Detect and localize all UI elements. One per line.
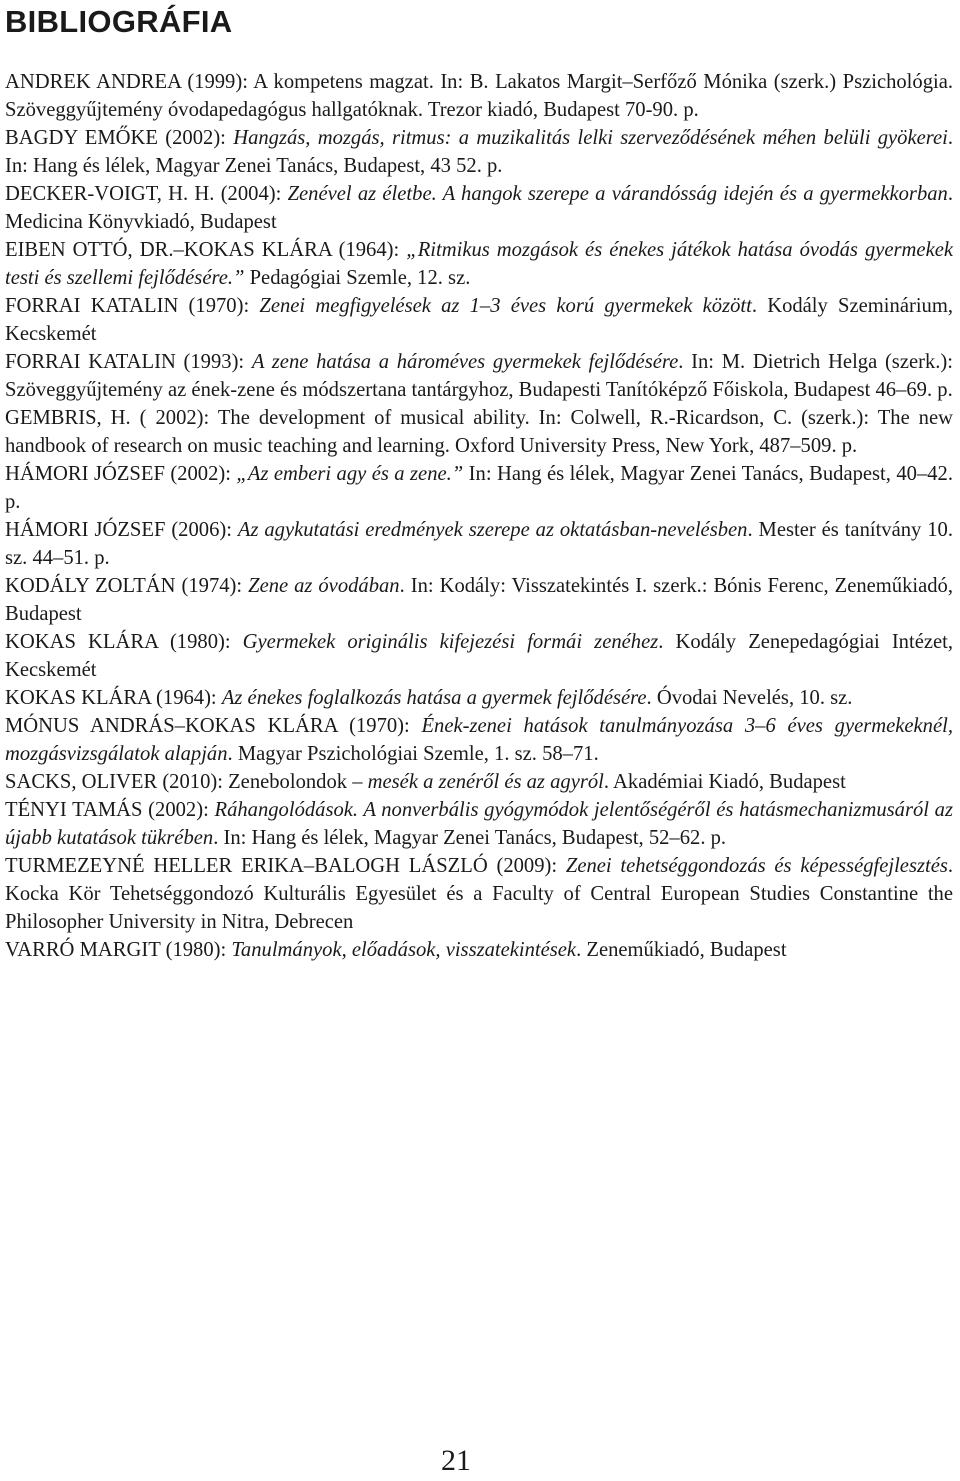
entry-text: FORRAI KATALIN (1970): <box>5 295 260 317</box>
bibliography-entry <box>5 852 953 936</box>
bibliography-entry <box>5 796 953 852</box>
entry-text: . In: Hang és lélek, Magyar Zenei Tanács, Budapest, 43 52. p. <box>5 127 953 177</box>
entry-title-italic: Ráhangolódások. A nonverbális gyógymódok jelentőségéről és hatásmechanizmusáról az újabb kutatások tükrében <box>5 799 953 849</box>
entry-text: . Zeneműkiadó, Budapest <box>576 939 787 961</box>
entry-text: VARRÓ MARGIT (1980): <box>5 939 232 961</box>
bibliography-entry <box>5 404 953 460</box>
entry-text: ANDREK ANDREA (1999): A kompetens magzat. In: B. Lakatos Margit–Serfőző Mónika (szerk.) Pszichológia. Szöveggyűjtemény óvodapedagógus hallgatóknak. Trezor kiadó, Budapest 70-90. p. <box>5 71 953 121</box>
entry-text: TÉNYI TAMÁS (2002): <box>5 799 215 821</box>
entry-title-italic: A zene hatása a hároméves gyermekek fejlődésére <box>251 351 679 373</box>
entry-text: . Mester és tanítvány 10. sz. 44–51. p. <box>5 519 954 569</box>
entry-text: . In: Hang és lélek, Magyar Zenei Tanács, Budapest, 52–62. p. <box>213 827 727 849</box>
entry-text: . Kodály Szeminárium, Kecskemét <box>5 295 954 345</box>
entry-text: GEMBRIS, H. ( 2002): The development of musical ability. In: Colwell, R.-Ricardson, C. (szerk.): The new handbook of research on music teaching and learning. Oxford University Press, New York, 487–509. p. <box>5 407 953 457</box>
entry-text: SACKS, OLIVER (2010): Zenebolondok – <box>5 771 368 793</box>
bibliography-entry <box>5 292 953 348</box>
entry-title-italic: Zenei megfigyelések az 1–3 éves korú gyermekek között <box>259 295 752 317</box>
bibliography-entry <box>5 68 953 124</box>
entry-text: . Kocka Kör Tehetséggondozó Kulturális Egyesület és a Faculty of Central European Studies Constantine the Philosopher University in Nitra, Debrecen <box>5 855 954 933</box>
entry-text: . Magyar Pszichológiai Szemle, 1. sz. 58–71. <box>227 743 599 765</box>
entry-title-italic: Az agykutatási eredmények szerepe az oktatásban-nevelésben <box>237 519 748 541</box>
page-number: 21 <box>441 1444 471 1477</box>
entry-title-italic: Zenei tehetséggondozás és képességfejlesztés <box>565 855 948 877</box>
entry-title-italic: Tanulmányok, előadások, visszatekintések <box>231 939 577 961</box>
bibliography-entry <box>5 348 953 404</box>
entry-title-italic: „Ritmikus mozgások és énekes játékok hatása óvodás gyermekek testi és szellemi fejlődésére.” <box>5 239 953 289</box>
entry-text: HÁMORI JÓZSEF (2002): <box>5 463 237 485</box>
bibliography-entry <box>5 628 953 684</box>
bibliography-entry <box>5 460 953 516</box>
bibliography-entry <box>5 516 953 572</box>
entry-text: . In: Kodály: Visszatekintés I. szerk.: Bónis Ferenc, Zeneműkiadó, Budapest <box>5 575 953 625</box>
entry-text: FORRAI KATALIN (1993): <box>5 351 252 373</box>
entry-title-italic: Zene az óvodában <box>248 575 400 597</box>
bibliography-list <box>5 68 953 964</box>
entry-text: KODÁLY ZOLTÁN (1974): <box>5 575 249 597</box>
entry-text: KOKAS KLÁRA (1980): <box>5 631 243 653</box>
entry-title-italic: Zenével az életbe. A hangok szerepe a várandósság idején és a gyermekkorban <box>287 183 948 205</box>
page-title: BIBLIOGRÁFIA <box>5 4 233 39</box>
entry-text: HÁMORI JÓZSEF (2006): <box>5 519 238 541</box>
entry-text: DECKER-VOIGT, H. H. (2004): <box>5 183 288 205</box>
entry-text: . Kodály Zenepedagógiai Intézet, Kecskemét <box>5 631 953 681</box>
bibliography-entry <box>5 236 953 292</box>
entry-title-italic: Ének-zenei hatások tanulmányozása 3–6 éves gyermekeknél, mozgásvizsgálatok alapján <box>5 715 953 765</box>
bibliography-entry <box>5 712 953 768</box>
entry-title-italic: Gyermekek originális kifejezési formái zenéhez <box>242 631 659 653</box>
entry-text: KOKAS KLÁRA (1964): <box>5 687 222 709</box>
bibliography-entry <box>5 572 953 628</box>
entry-text: MÓNUS ANDRÁS–KOKAS KLÁRA (1970): <box>5 715 422 737</box>
entry-title-italic: „Az emberi agy és a zene.” <box>236 463 464 485</box>
bibliography-entry <box>5 180 953 236</box>
bibliography-entry <box>5 768 953 796</box>
entry-text: . Óvodai Nevelés, 10. sz. <box>646 687 853 709</box>
entry-text: . Medicina Könyvkiadó, Budapest <box>5 183 953 233</box>
bibliography-entry <box>5 684 953 712</box>
entry-title-italic: Hangzás, mozgás, ritmus: a muzikalitás lelki szerveződésének méhen belüli gyökerei <box>233 127 948 149</box>
entry-text: EIBEN OTTÓ, DR.–KOKAS KLÁRA (1964): <box>5 239 407 261</box>
bibliography-entry <box>5 124 953 180</box>
bibliography-entry <box>5 936 953 964</box>
entry-text: Pedagógiai Szemle, 12. sz. <box>244 267 471 289</box>
entry-title-italic: mesék a zenéről és az agyról <box>367 771 604 793</box>
entry-text: . Akadémiai Kiadó, Budapest <box>603 771 846 793</box>
entry-title-italic: Az énekes foglalkozás hatása a gyermek fejlődésére <box>221 687 647 709</box>
entry-text: TURMEZEYNÉ HELLER ERIKA–BALOGH LÁSZLÓ (2009): <box>5 855 566 877</box>
entry-text: . In: M. Dietrich Helga (szerk.): Szöveggyűjtemény az ének-zene és módszertana tantárgyhoz, Budapesti Tanítóképző Főiskola, Budapest 46–69. p. <box>5 351 953 401</box>
entry-text: In: Hang és lélek, Magyar Zenei Tanács, Budapest, 40–42. p. <box>5 463 953 513</box>
entry-text: BAGDY EMŐKE (2002): <box>5 127 234 149</box>
